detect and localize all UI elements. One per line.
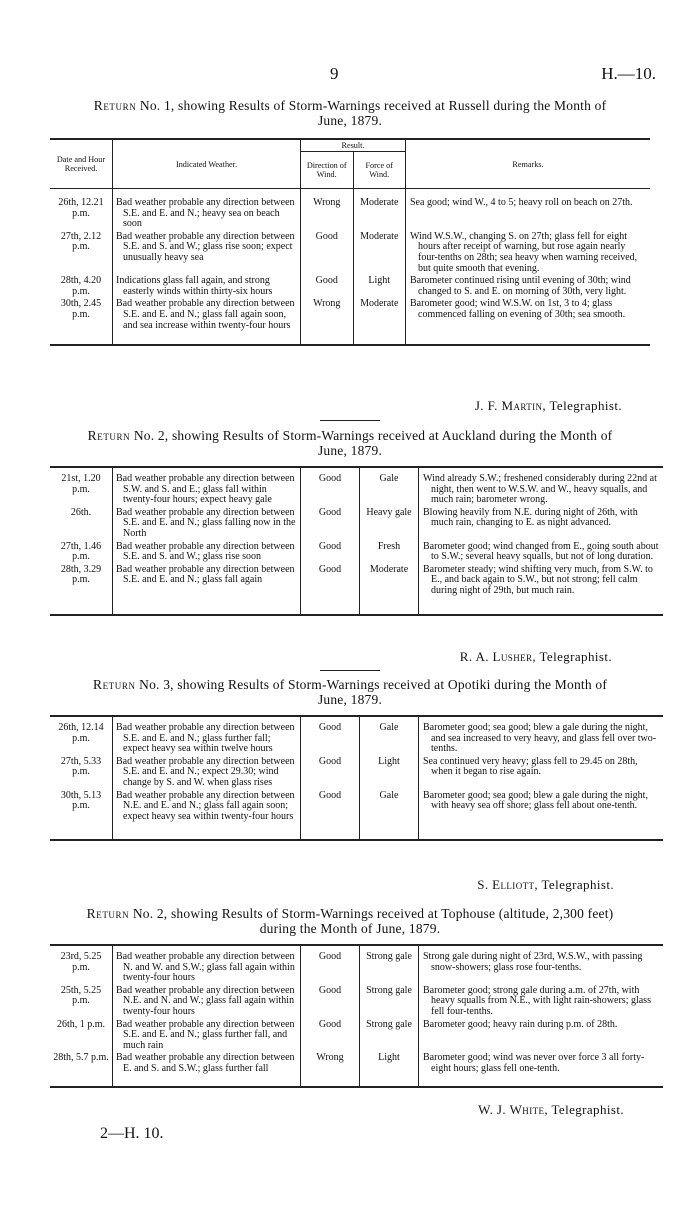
table-row: 30th, 2.45 p.m. Bad weather probable any direction between S.E. and E. and N.; glass fall again soon, and sea increase within twenty-four hours Wrong Moderate Barometer good; wind W.S.W. on 1st, 3 to 4; glass commenced falling on evening of 30th; sea smooth.	[50, 298, 650, 332]
table-row: 28th, 3.29 p.m. Bad weather probable any direction between S.E. and E. and N.; glass fall again Good Moderate Barometer steady; wind shifting very much, from S.W. to E., and back again to S.W., but not strong; fell calm during night of 29th, but much rain.	[50, 564, 663, 598]
table-row: 25th, 5.25 p.m. Bad weather probable any direction between N.E. and N. and W.; glass fall again within twenty-four hours Good Strong gale Barometer good; strong gale during a.m. of 27th, with heavy squalls from N.E., with light rain-showers; glass fell four-tenths.	[50, 985, 663, 1019]
signature-auckland: R. A. Lusher, Telegraphist.	[459, 649, 612, 664]
table-row: 27th, 1.46 p.m. Bad weather probable any direction between S.E. and S. and W.; glass rise soon Good Fresh Barometer good; wind changed from E., going south about to S.W.; several heavy squalls, but not of long duration.	[50, 541, 663, 564]
return-table-auckland	[50, 466, 663, 616]
table-row: 23rd, 5.25 p.m. Bad weather probable any direction between N. and W. and S.W.; glass fall again within twenty-four hours Good Strong gale Strong gale during night of 23rd, W.S.W., with passing snow-showers; glass rose four-tenths.	[50, 951, 663, 985]
signature-tophouse: W. J. White, Telegraphist.	[478, 1102, 624, 1117]
header-result: Result.	[301, 139, 406, 152]
signature-russell: J. F. Martin, Telegraphist.	[474, 398, 622, 413]
table-row: 30th, 5.13 p.m. Bad weather probable any direction between N.E. and E. and N.; glass fall again soon; expect heavy sea within twenty-four hours Good Gale Barometer good; sea good; blew a gale during the night, with heavy sea off shore; glass fell about one-tenth.	[50, 790, 663, 824]
table-row: 28th, 5.7 p.m. Bad weather probable any direction between E. and S. and S.W.; glass further fall Wrong Light Barometer good; wind was never over force 3 all forty-eight hours; glass fell one-tenth.	[50, 1052, 663, 1075]
table-row: 27th, 5.33 p.m. Bad weather probable any direction between S.E. and E. and N.; expect 29.30; wind change by S. and W. when glass rises Good Light Sea continued very heavy; glass fell to 29.45 on 28th, when it began to rise again.	[50, 756, 663, 790]
table-row: 28th, 4.20 p.m. Indications glass fall again, and strong easterly winds within thirty-six hours Good Light Barometer continued rising until evening of 30th; wind changed to S. and E. on morning of 30th, very light.	[50, 275, 650, 298]
return-title-tophouse: Return No. 2, showing Results of Storm-Warnings received at Tophouse (altitude, 2,300 feet) during the Month of June, 1879.	[86, 906, 614, 936]
table-row: 26th, 12.14 p.m. Bad weather probable any direction between S.E. and E. and N.; glass further fall; expect heavy sea within twelve hours Good Gale Barometer good; sea good; blew a gale during the night, and sea increased to very heavy, and glass fell over two-tenths.	[50, 722, 663, 756]
return-title-opotiki: Return No. 3, showing Results of Storm-Warnings received at Opotiki during the Month of June, 1879.	[92, 677, 608, 707]
table-row: 26th, 12.21 p.m. Bad weather probable any direction between S.E. and E. and N.; heavy sea on beach soon Wrong Moderate Sea good; wind W., 4 to 5; heavy roll on beach on 27th.	[50, 197, 650, 231]
table-row: 21st, 1.20 p.m. Bad weather probable any direction between S.W. and S. and E.; glass fall within twenty-four hours; expect heavy gale Good Gale Wind already S.W.; freshened considerably during 22nd at night, then went to W.S.W. and W., heavy squalls, and much rain; barometer wrong.	[50, 473, 663, 507]
return-table-opotiki	[50, 715, 663, 841]
document-code: H.—10.	[601, 64, 656, 83]
page-number: 9	[330, 64, 339, 83]
return-title-auckland: Return No. 2, showing Results of Storm-Warnings received at Auckland during the Month of June, 1879.	[87, 428, 613, 458]
footer-sheet-code: 2—H. 10.	[100, 1125, 164, 1142]
return-table-russell	[50, 138, 650, 346]
section-divider	[320, 420, 380, 421]
header-indicated: Indicated Weather.	[113, 139, 301, 189]
signature-opotiki: S. Elliott, Telegraphist.	[477, 877, 614, 892]
section-divider	[320, 670, 380, 671]
return-title-russell: Return No. 1, showing Results of Storm-Warnings received at Russell during the Month of June, 1879.	[93, 98, 607, 128]
header-remarks: Remarks.	[406, 139, 651, 189]
return-table-tophouse	[50, 944, 663, 1088]
table-row: 26th, 1 p.m. Bad weather probable any direction between S.E. and E. and N.; glass further fall, and much rain Good Strong gale Barometer good; heavy rain during p.m. of 28th.	[50, 1019, 663, 1053]
table-row: 27th, 2.12 p.m. Bad weather probable any direction between S.E. and S. and W.; glass rise soon; expect unusually heavy sea Good Moderate Wind W.S.W., changing S. on 27th; glass fell for eight hours after receipt of warning, but rose again nearly four-tenths on 28th; sea heavy when warning received, but quite smooth that evening.	[50, 231, 650, 275]
header-force: Force of Wind.	[353, 152, 406, 189]
header-direction: Direction of Wind.	[301, 152, 354, 189]
table-row: 26th. Bad weather probable any direction between S.E. and E. and N.; glass falling now in the North Good Heavy gale Blowing heavily from N.E. during night of 26th, with much rain, changing to E. as night advanced.	[50, 507, 663, 541]
header-date: Date and Hour Received.	[56, 155, 106, 173]
